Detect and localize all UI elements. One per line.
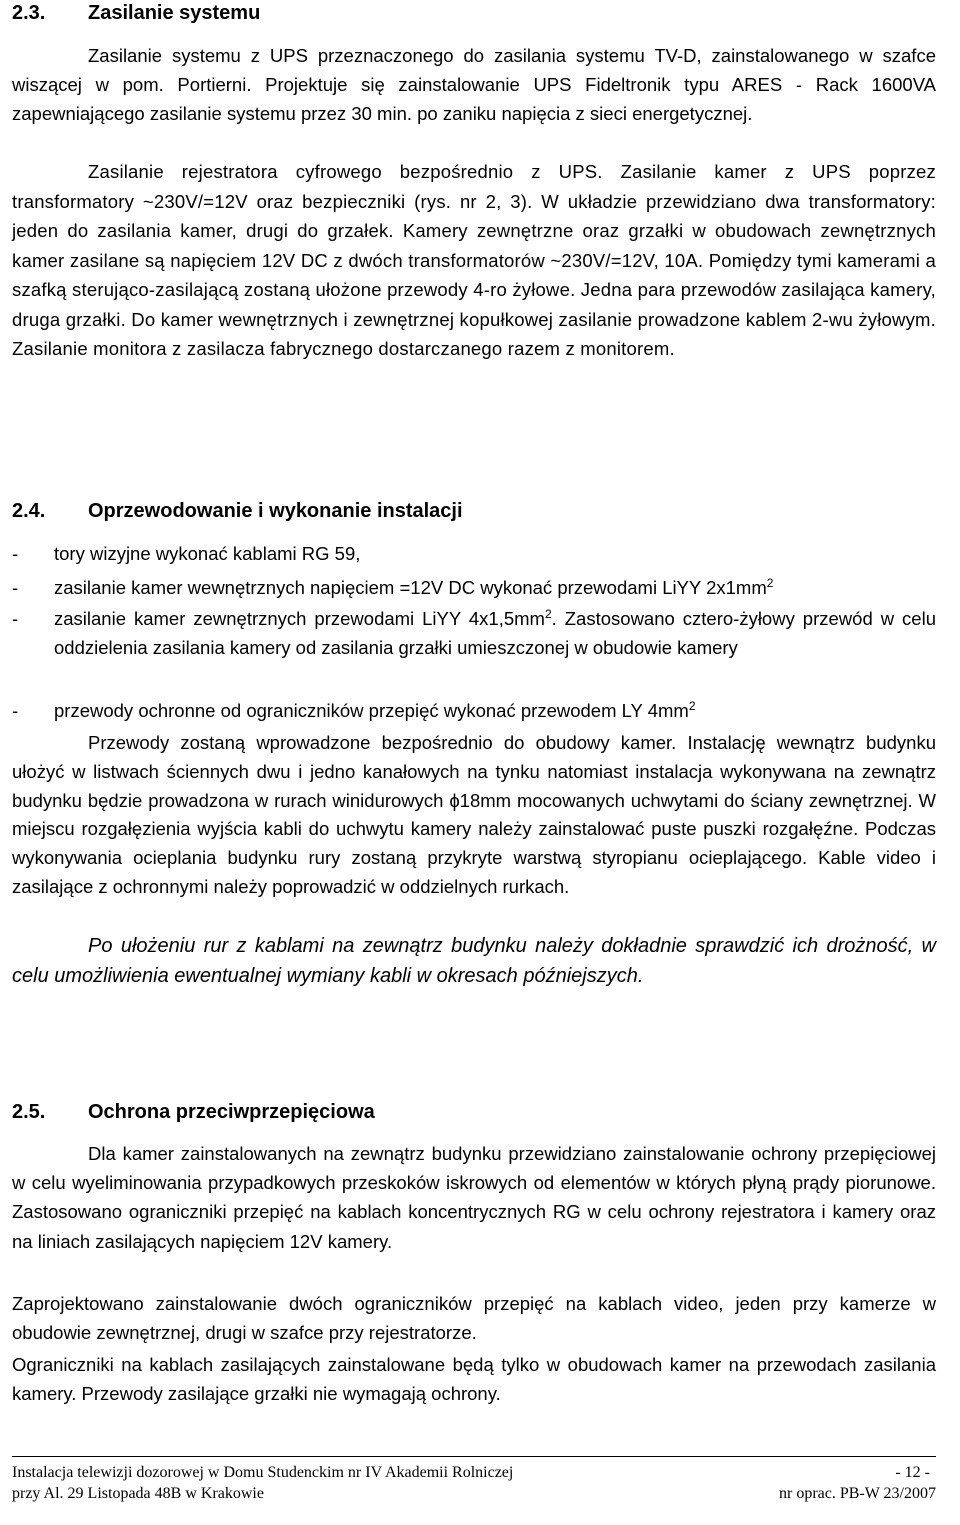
list-item-1 — [12, 540, 936, 568]
superscript: 2 — [544, 606, 552, 621]
list-dash: - — [12, 543, 19, 564]
list-dash: - — [12, 577, 19, 598]
section-2-5-heading — [12, 1099, 375, 1125]
section-2-4-heading — [12, 498, 463, 524]
superscript: 2 — [688, 698, 696, 713]
section-title: Oprzewodowanie i wykonanie instalacji — [88, 500, 463, 522]
list-item-text: zasilanie kamer wewnętrznych napięciem =12V DC wykonać przewodami LiYY 2x1mm — [54, 577, 767, 598]
section-2-3-heading — [12, 0, 260, 26]
list-item-text: przewody ochronne od ograniczników przepięć wykonać przewodem LY 4mm — [54, 700, 689, 721]
list-item-3 — [12, 604, 936, 662]
list-item-text-continued: . Zastosowano cztero-żyłowy przewód w celu oddzielenia zasilania kamery od zasilania grzałki umieszczonej w obudowie kamery — [54, 608, 936, 658]
section-title: Zasilanie systemu — [88, 2, 261, 24]
section-number: 2.3. — [12, 2, 46, 24]
section-2-5-paragraph-2: Zaprojektowano zainstalowanie dwóch ograniczników przepięć na kablach video, jeden przy kamerze w obudowie zewnętrznej, drugi w szafce przy rejestratorze. — [12, 1293, 936, 1343]
footer-line-2: przy Al. 29 Listopada 48B w Krakowie — [12, 1485, 264, 1502]
list-dash: - — [12, 700, 19, 721]
section-title: Ochrona przeciwprzepięciowa — [88, 1101, 375, 1123]
footer-line-1: Instalacja telewizji dozorowej w Domu Studenckim nr IV Akademii Rolniczej — [12, 1464, 514, 1481]
document-reference: nr oprac. PB-W 23/2007 — [778, 1485, 936, 1502]
section-2-3-paragraph-2: Zasilanie rejestratora cyfrowego bezpośrednio z UPS. Zasilanie kamer z UPS poprzez transformatory ~230V/=12V oraz bezpieczniki (rys. nr 2, 3). W układzie przewidziano dwa transformatory: jeden do zasilania kamer, drugi do grzałek. Kamery zewnętrzne oraz grzałki w obudowach zewnętrznych kamer zasilane są napięciem 12V DC z dwóch transformatorów ~230V/=12V, 10A. Pomiędzy tymi kamerami a szafką sterująco-zasilającą zostaną ułożone przewody 4-ro żyłowe. Jedna para przewodów zasilająca kamery, druga grzałki. Do kamer wewnętrznych i zewnętrznej kopułkowej zasilanie prowadzone kablem 2-wu żyłowym. Zasilanie monitora z zasilacza fabrycznego dostarczanego razem z monitorem. — [12, 161, 936, 359]
list-item-2 — [12, 574, 936, 602]
section-number: 2.4. — [12, 500, 46, 522]
list-item-4 — [12, 697, 936, 725]
section-2-5-paragraph-3: Ograniczniki na kablach zasilających zainstalowane będą tylko w obudowach kamer na przewodach zasilania kamery. Przewody zasilające grzałki nie wymagają ochrony. — [12, 1354, 936, 1404]
list-dash: - — [12, 608, 19, 629]
list-item-text: zasilanie kamer zewnętrznych przewodami LiYY 4x1,5mm — [54, 608, 545, 629]
section-2-5-paragraph-1: Dla kamer zainstalowanych na zewnątrz budynku przewidziano zainstalowanie ochrony przepięciowej w celu wyeliminowania przypadkowych przeskoków iskrowych od elementów w których płyną prądy piorunowe. Zastosowano ograniczniki przepięć na kablach koncentrycznych RG w celu ochrony rejestratora i kamery oraz na liniach zasilających napięciem 12V kamery. — [12, 1143, 936, 1252]
footer-page-info — [779, 1462, 936, 1504]
footer-divider — [12, 1456, 936, 1457]
list-item-text: tory wizyjne wykonać kablami RG 59, — [54, 543, 361, 564]
footer-project-info — [12, 1462, 513, 1504]
section-2-4-paragraph-1: Przewody zostaną wprowadzone bezpośrednio do obudowy kamer. Instalację wewnątrz budynku ułożyć w listwach ściennych dwu i jedno kanałowych na tynku natomiast instalacja wykonywana na zewnątrz budynku będzie prowadzona w rurach winidurowych ϕ18mm mocowanych uchwytami do ściany zewnętrznej. W miejscu rozgałęzienia wyjścia kabli do uchwytu kamery należy zainstalować puste puszki rozgałęźne. Podczas wykonywania ocieplania budynku rury zostaną przykryte warstwą styropianu ocieplającego. Kable video i zasilające z ochronnymi należy poprowadzić w oddzielnych rurkach. — [12, 732, 936, 897]
superscript: 2 — [766, 575, 774, 590]
section-2-4-paragraph-2: Po ułożeniu rur z kablami na zewnątrz budynku należy dokładnie sprawdzić ich drożność, w celu umożliwienia ewentualnej wymiany kabli w okresach późniejszych. — [12, 935, 936, 987]
section-number: 2.5. — [12, 1101, 46, 1123]
section-2-3-paragraph-1: Zasilanie systemu z UPS przeznaczonego do zasilania systemu TV-D, zainstalowanego w szafce wiszącej w pom. Portierni. Projektuje się zainstalowanie UPS Fideltronik typu ARES - Rack 1600VA zapewniającego zasilanie systemu przez 30 min. po zaniku napięcia z sieci energetycznej. — [12, 45, 936, 124]
page-number: - 12 - — [895, 1464, 930, 1481]
